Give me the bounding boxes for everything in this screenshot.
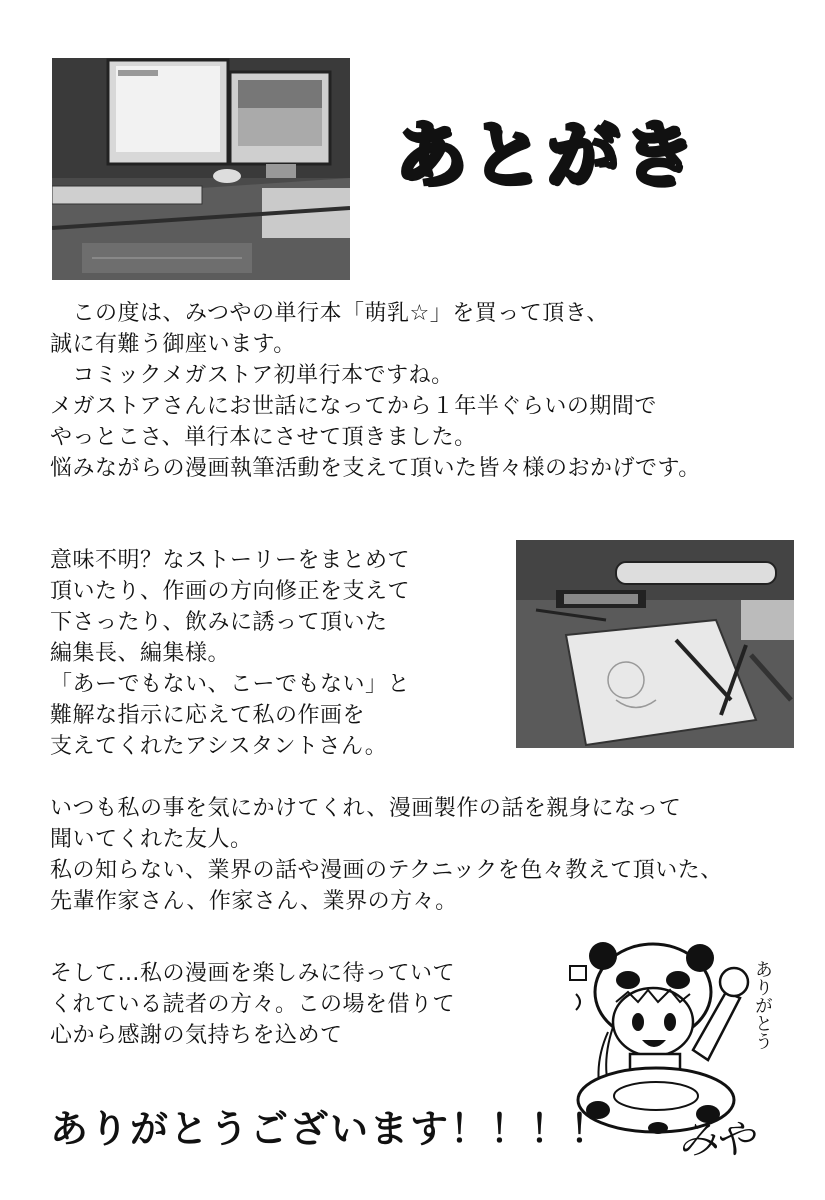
drawing-desk-illustration: [516, 540, 794, 748]
thanks-editors-paragraph: 意味不明？なストーリーをまとめて 頂いたり、作画の方向修正を支えて 下さったり、飲みに誘って頂いた 編集長、編集様。 「あーでもない、こーでもない」と 難解な指示に応えて私の作画を 支えてくれたアシスタントさん。: [50, 548, 411, 759]
author-signature: みや: [678, 1117, 750, 1163]
photo-computer-desk: [52, 58, 350, 280]
intro-paragraph: この度は、みつやの単行本「萌乳☆」を買って頂き、 誠に有難う御座います。 コミックメガストア初単行本ですね。 メガストアさんにお世話になってから１年半ぐらいの期間で やっとこさ、単行本にさせて頂きました。 悩みながらの漫画執筆活動を支えて頂いた皆々様のおかげです。: [50, 301, 701, 481]
thanks-friends-paragraph: いつも私の事を気にかけてくれ、漫画製作の話を親身になって 聞いてくれた友人。 私の知らない、業界の話や漫画のテクニックを色々教えて頂いた、 先輩作家さん、作家さん、業界の方々。: [50, 796, 723, 914]
page-title: あとがき: [395, 113, 700, 197]
thanks-readers-paragraph: そして…私の漫画を楽しみに待っていて くれている読者の方々。この場を借りて 心から感謝の気持ちを込めて: [50, 961, 456, 1048]
closing-thanks: ありがとうございます！！！！: [50, 1107, 611, 1151]
photo-drawing-desk: [516, 540, 794, 748]
computer-desk-illustration: [52, 58, 350, 280]
mascot-speech-text: ありがとう: [752, 960, 773, 1050]
